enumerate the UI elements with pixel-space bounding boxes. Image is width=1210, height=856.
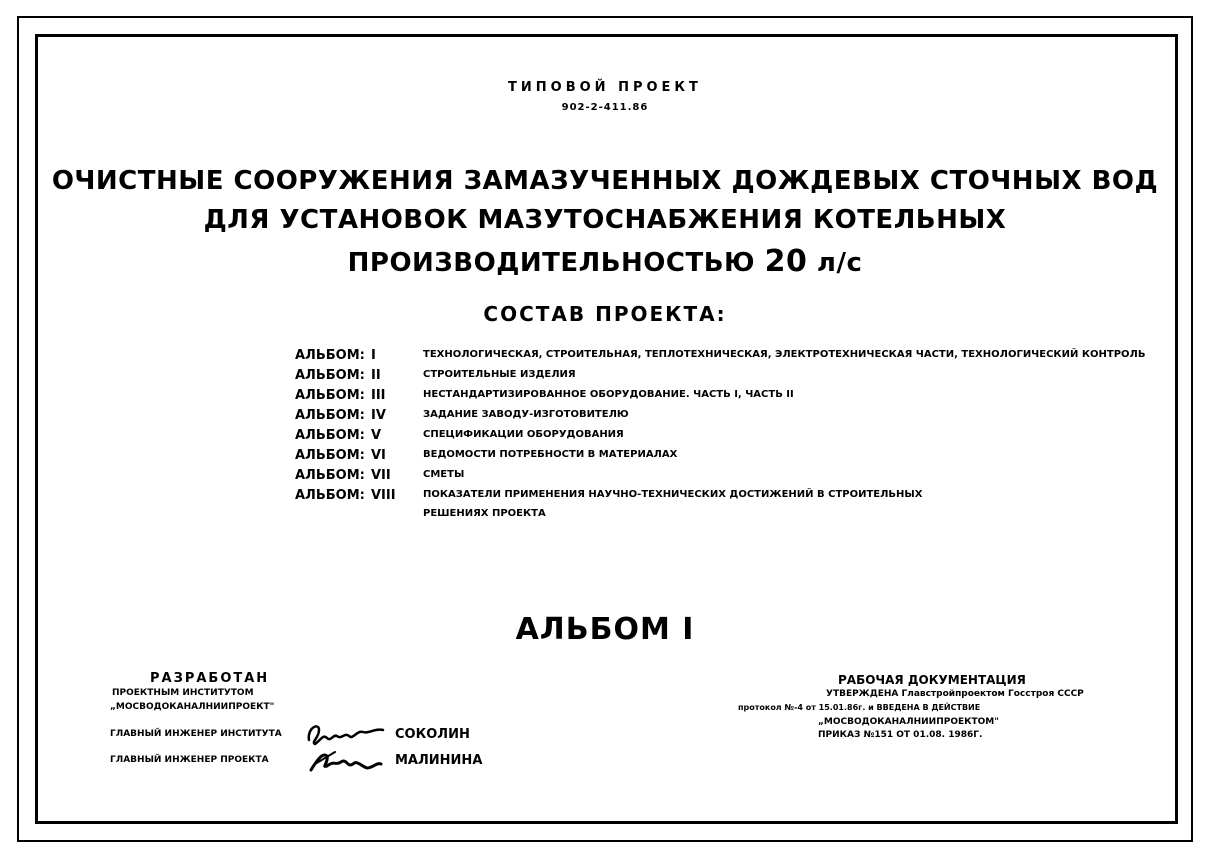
album-number: VII xyxy=(371,468,391,483)
album-number: IV xyxy=(371,408,386,423)
album-label: АЛЬБОМ: xyxy=(295,468,365,483)
album-description: СТРОИТЕЛЬНЫЕ ИЗДЕЛИЯ xyxy=(423,369,576,380)
album-row xyxy=(295,488,1145,508)
title-line-3-text: ПРОИЗВОДИТЕЛЬНОСТЬЮ xyxy=(347,248,756,278)
album-number: VIII xyxy=(371,488,396,503)
working-docs-order: ПРИКАЗ №151 ОТ 01.08. 1986Г. xyxy=(818,730,983,740)
album-label: АЛЬБОМ: xyxy=(295,408,365,423)
album-number: VI xyxy=(371,448,386,463)
album-description: НЕСТАНДАРТИЗИРОВАННОЕ ОБОРУДОВАНИЕ. ЧАСТЬ I, ЧАСТЬ II xyxy=(423,389,794,400)
album-number: I xyxy=(371,348,376,363)
album-description: ПОКАЗАТЕЛИ ПРИМЕНЕНИЯ НАУЧНО-ТЕХНИЧЕСКИХ ДОСТИЖЕНИЙ В СТРОИТЕЛЬНЫХ xyxy=(423,489,923,500)
album-row xyxy=(295,388,1145,408)
developer-organization: „МОСВОДОКАНАЛНИИПРОЕКТ" xyxy=(110,702,275,712)
album-number: II xyxy=(371,368,381,383)
chief-project-name: МАЛИНИНА xyxy=(395,752,483,768)
album-row xyxy=(295,408,1145,428)
working-docs-title: РАБОЧАЯ ДОКУМЕНТАЦИЯ xyxy=(838,673,1026,687)
chief-institute-role: ГЛАВНЫЙ ИНЖЕНЕР ИНСТИТУТА xyxy=(110,729,282,739)
album-label: АЛЬБОМ: xyxy=(295,368,365,383)
album-label: АЛЬБОМ: xyxy=(295,348,365,363)
signature-row xyxy=(110,720,470,748)
album-description: СПЕЦИФИКАЦИИ ОБОРУДОВАНИЯ xyxy=(423,429,624,440)
album-label: АЛЬБОМ: xyxy=(295,388,365,403)
signature-mark xyxy=(305,720,395,748)
album-description: ТЕХНОЛОГИЧЕСКАЯ, СТРОИТЕЛЬНАЯ, ТЕПЛОТЕХНИЧЕСКАЯ, ЭЛЕКТРОТЕХНИЧЕСКАЯ ЧАСТИ, ТЕХНОЛОГИЧЕСКИЙ КОНТРОЛЬ xyxy=(423,349,1146,360)
album-number: III xyxy=(371,388,386,403)
project-number: 902-2-411.86 xyxy=(561,102,649,113)
album-label: АЛЬБОМ: xyxy=(295,488,365,503)
developer-title: РАЗРАБОТАН xyxy=(150,671,270,686)
album-number: V xyxy=(371,428,382,443)
chief-institute-name: СОКОЛИН xyxy=(395,726,470,742)
project-type: ТИПОВОЙ ПРОЕКТ xyxy=(508,80,702,95)
album-description: ВЕДОМОСТИ ПОТРЕБНОСТИ В МАТЕРИАЛАХ xyxy=(423,449,678,460)
signature-mark xyxy=(305,746,395,774)
developer-institute: ПРОЕКТНЫМ ИНСТИТУТОМ xyxy=(112,688,254,698)
album-row xyxy=(295,428,1145,448)
working-docs-approved: УТВЕРЖДЕНА Главстройпроектом Госстроя СССР xyxy=(826,689,1084,699)
composition-heading: СОСТАВ ПРОЕКТА: xyxy=(483,302,727,326)
signature-row xyxy=(110,746,482,774)
album-row xyxy=(295,448,1145,468)
album-row xyxy=(295,348,1145,368)
album-description-continuation: РЕШЕНИЯХ ПРОЕКТА xyxy=(423,508,546,519)
album-label: АЛЬБОМ: xyxy=(295,448,365,463)
title-line-3 xyxy=(0,244,1210,279)
album-row xyxy=(295,368,1145,388)
capacity-value: 20 xyxy=(764,244,808,279)
album-label: АЛЬБОМ: xyxy=(295,428,365,443)
title-line-2: ДЛЯ УСТАНОВОК МАЗУТОСНАБЖЕНИЯ КОТЕЛЬНЫХ xyxy=(203,205,1007,235)
chief-project-role: ГЛАВНЫЙ ИНЖЕНЕР ПРОЕКТА xyxy=(110,755,269,765)
album-row xyxy=(295,468,1145,488)
album-description: ЗАДАНИЕ ЗАВОДУ-ИЗГОТОВИТЕЛЮ xyxy=(423,409,629,420)
album-description: СМЕТЫ xyxy=(423,469,465,480)
album-list xyxy=(295,348,1145,519)
title-line-1: ОЧИСТНЫЕ СООРУЖЕНИЯ ЗАМАЗУЧЕННЫХ ДОЖДЕВЫХ СТОЧНЫХ ВОД xyxy=(51,166,1159,196)
capacity-unit: л/с xyxy=(816,248,863,278)
album-heading: АЛЬБОМ I xyxy=(515,612,695,647)
working-docs-protocol: протокол №-4 от 15.01.86г. и ВВЕДЕНА В ДЕЙСТВИЕ xyxy=(738,703,981,712)
working-docs-organization: „МОСВОДОКАНАЛНИИПРОЕКТОМ" xyxy=(818,717,999,727)
